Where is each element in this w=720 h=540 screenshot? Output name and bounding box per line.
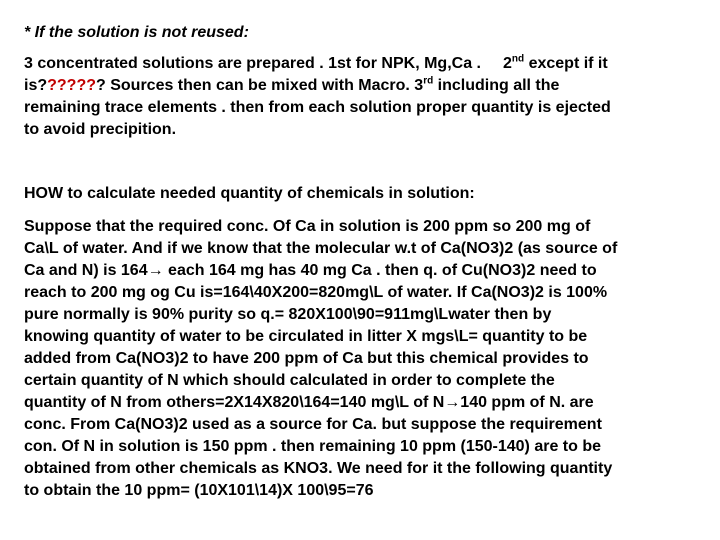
para1-line2-text: is?	[24, 77, 48, 94]
slide-heading: * If the solution is not reused:	[24, 24, 249, 41]
calc-line: con. Of N in solution is 150 ppm . then remaining 10 ppm (150-140) are to be	[24, 438, 602, 455]
para1-line2-tail: including all the	[433, 77, 560, 94]
paragraph-concentrated-solutions	[24, 53, 704, 141]
para1-line1-tail: except if it	[524, 55, 608, 72]
calc-line: obtained from other chemicals as KNO3. We need for it the following quantity	[24, 460, 613, 477]
calc-line: Ca\L of water. And if we know that the molecular w.t of Ca(NO3)2 (as source of	[24, 240, 618, 257]
calc-line: knowing quantity of water to be circulated in litter X mgs\L= quantity to be	[24, 328, 588, 345]
calc-line: certain quantity of N which should calculated in order to complete the	[24, 372, 555, 389]
calc-line: conc. From Ca(NO3)2 used as a source for Ca. but suppose the requirement	[24, 416, 602, 433]
para1-ordinal-2: 2	[503, 55, 512, 72]
calc-line: added from Ca(NO3)2 to have 200 ppm of Ca but this chemical provides to	[24, 350, 589, 367]
para1-ordinal-suffix-nd: nd	[511, 53, 525, 65]
calc-line: Suppose that the required conc. Of Ca in solution is 200 ppm so 200 mg of	[24, 218, 591, 235]
calc-line: pure normally is 90% purity so q.= 820X100\90=911mg\Lwater then by	[24, 306, 552, 323]
paragraph-calculation	[24, 216, 704, 502]
paragraph-how-to-calculate: HOW to calculate needed quantity of chemicals in solution:	[24, 185, 475, 202]
para1-line2-mid: ? Sources then can be mixed with Macro. 3	[96, 77, 424, 94]
question-marks-red: ?????	[47, 77, 96, 94]
para1-ordinal-suffix-rd: rd	[423, 75, 434, 87]
calc-line: to obtain the 10 ppm= (10X101\14)X 100\95=76	[24, 482, 374, 499]
para1-line-2	[24, 75, 704, 97]
calc-line: reach to 200 mg og Cu is=164\40X200=820mg\L of water. If Ca(NO3)2 is 100%	[24, 284, 608, 301]
para1-line-4: to avoid precipition.	[24, 121, 177, 138]
calc-line: quantity of N from others=2X14X820\164=140 mg\L of N→140 ppm of N. are	[24, 394, 594, 411]
para1-line1-text: 3 concentrated solutions are prepared . 1st for NPK, Mg,Ca .	[24, 55, 481, 72]
calc-line: Ca and N) is 164→ each 164 mg has 40 mg Ca . then q. of Cu(NO3)2 need to	[24, 262, 597, 279]
para1-line-1	[24, 53, 704, 75]
para1-line-3: remaining trace elements . then from each solution proper quantity is ejected	[24, 99, 611, 116]
